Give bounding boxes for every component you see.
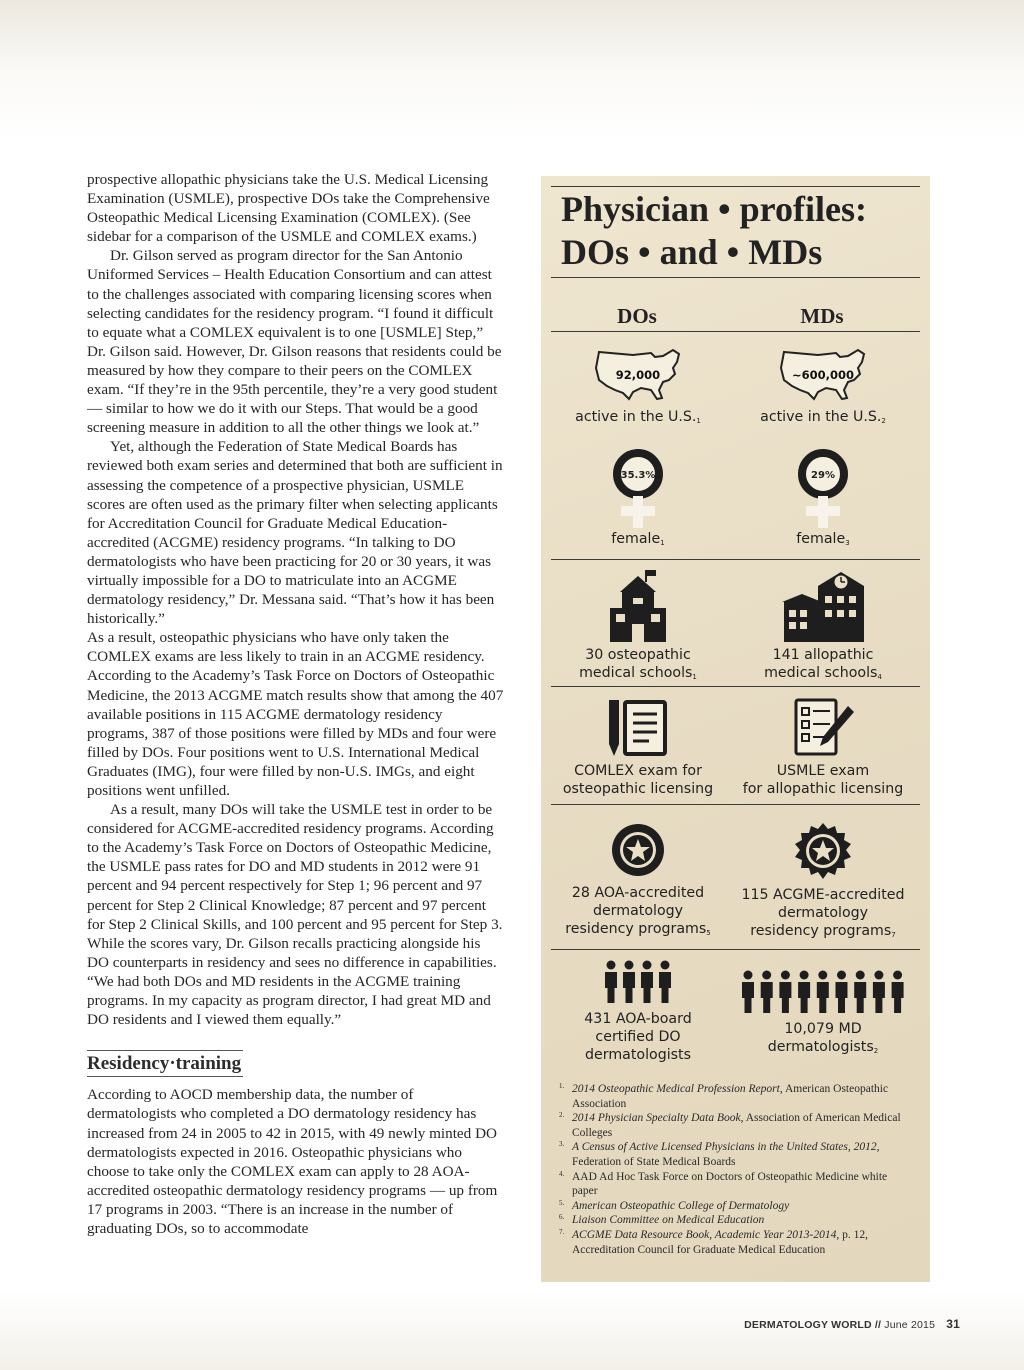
footnote-ref: 1 xyxy=(660,539,665,547)
label-text: female xyxy=(611,531,661,547)
article-body xyxy=(87,170,505,1238)
do-programs-line3 xyxy=(543,920,733,942)
university-building-icon xyxy=(778,568,868,644)
column-heading-mds: MDs xyxy=(800,304,844,328)
do-exam-cell xyxy=(543,696,733,798)
reference-title: 2014 Physician Specialty Data Book, xyxy=(572,1112,744,1125)
do-active-cell xyxy=(543,346,733,430)
column-heading-dos: DOs xyxy=(617,304,657,328)
footnote-ref: 1 xyxy=(692,673,697,681)
article-paragraph: Yet, although the Federation of State Medical Boards has reviewed both exam series and determined that both are sufficient in assessing the competence of a prospective physician, USMLE scores are often used as the primary filter when selecting applicants for Accreditation Council for Graduate Medical Education-accredited (ACGME) residency programs. “In talking to DO dermatologists who have been practicing for 20 or 30 years, it was virtually impossible for a DO to matriculate into an ACGME dermatology residency,” Dr. Messana said. “That’s how it has been historically.” xyxy=(87,438,503,628)
label-text: female xyxy=(796,531,846,547)
footnote-ref: 7 xyxy=(891,931,896,939)
star-badge-icon xyxy=(610,822,666,878)
md-female-cell xyxy=(728,446,918,552)
sidebar-title-line: DOs • and • MDs xyxy=(561,232,823,272)
md-programs-line3 xyxy=(728,922,918,944)
person-icon xyxy=(641,961,653,1004)
sidebar-title xyxy=(561,188,867,274)
people-group-icon xyxy=(740,970,906,1014)
do-programs-line1: 28 AOA-accredited xyxy=(571,885,705,901)
page-footer xyxy=(744,1317,960,1331)
reference-number: 1. xyxy=(559,1082,565,1090)
person-icon xyxy=(779,971,791,1014)
female-symbol-icon xyxy=(608,446,668,530)
md-derm-line1: 10,079 MD xyxy=(784,1021,862,1037)
label-text: active in the U.S. xyxy=(575,409,697,425)
reference-source: Association of American Medical Colleges xyxy=(572,1112,901,1139)
article-paragraph: According to AOCD membership data, the number of dermatologists who completed a DO dermatology residency has increased from 24 in 2005 to 42 in 2015, with 49 newly minted DO dermatologists expected in 2016. Osteopathic physicians who choose to take only the COMLEX exam can apply to 28 AOA-accredited osteopathic dermatology residency programs — up from 17 programs in 2003. “There is an increase in the number of graduating DOs, so to accommodate xyxy=(87,1086,498,1237)
issue-date: June 2015 xyxy=(884,1319,936,1331)
reference-item xyxy=(559,1140,909,1169)
reference-item xyxy=(559,1111,909,1140)
article-paragraph: prospective allopathic physicians take the U.S. Medical Licensing Examination (USMLE), prospective DOs take the Comprehensive Osteopathic Medical Licensing Examination (COMLEX). (See sidebar for a comparison of the USMLE and COMLEX exams.) xyxy=(87,171,490,246)
person-icon xyxy=(836,971,848,1014)
person-icon xyxy=(817,971,829,1014)
section-heading: Residency·training xyxy=(87,1050,243,1077)
divider xyxy=(551,277,920,278)
md-programs-line1: 115 ACGME-accredited xyxy=(741,887,905,903)
md-exam-line1: USMLE exam xyxy=(776,763,870,779)
article-paragraph: Dr. Gilson served as program director for the San Antonio Uniformed Services – Health Education Consortium and can attest to the challenges associated with comparing licensing scores when selecting candidates for the residency program. “I found it difficult to equate what a COMLEX equivalent is to one [USMLE] Step,” Dr. Gilson said. However, Dr. Gilson reasons that residents could be measured by how they compare to their peers on the COMLEX exam. “If they’re in the 95th percentile, they’re a very good student — similar to how we do it with our Steps. That would be a good screening measure in addition to all the other things we look at.” xyxy=(87,247,502,437)
md-programs-line2: dermatology xyxy=(777,905,869,921)
label-text: medical schools xyxy=(764,665,878,681)
reference-item xyxy=(559,1170,909,1199)
label-text: medical schools xyxy=(579,665,693,681)
divider xyxy=(551,331,920,332)
reference-item xyxy=(559,1213,909,1228)
person-icon xyxy=(873,971,885,1014)
do-active-number: 92,000 xyxy=(615,368,661,382)
references-list xyxy=(559,1082,909,1257)
physician-profiles-sidebar xyxy=(541,176,930,1282)
person-icon xyxy=(761,971,773,1014)
md-exam-line2: for allopathic licensing xyxy=(742,781,904,797)
md-exam-cell xyxy=(728,696,918,798)
divider xyxy=(551,804,920,805)
md-programs-cell xyxy=(728,822,918,944)
person-icon xyxy=(605,961,617,1004)
footnote-ref: 2 xyxy=(873,1047,879,1055)
reference-source: Federation of State Medical Boards xyxy=(572,1155,736,1168)
seal-badge-icon xyxy=(794,822,852,880)
do-exam-line1: COMLEX exam for xyxy=(574,763,702,779)
page-number: 31 xyxy=(946,1317,960,1331)
reference-number: 5. xyxy=(559,1198,565,1207)
md-schools-line2 xyxy=(728,664,918,686)
publication-name: DERMATOLOGY WORLD xyxy=(744,1319,872,1331)
do-programs-line2: dermatology xyxy=(592,903,684,919)
do-female-label xyxy=(543,530,733,552)
divider xyxy=(551,559,920,560)
reference-number: 7. xyxy=(559,1227,565,1236)
do-programs-cell xyxy=(543,822,733,942)
do-schools-line1: 30 osteopathic xyxy=(585,647,691,663)
reference-item xyxy=(559,1082,909,1111)
do-dermatologists-cell xyxy=(543,960,733,1064)
reference-title: Liaison Committee on Medical Education xyxy=(572,1214,765,1227)
reference-number: 4. xyxy=(559,1169,565,1178)
footnote-ref: 5 xyxy=(706,929,711,937)
people-group-icon xyxy=(603,960,673,1004)
label-text: residency programs xyxy=(750,923,892,939)
school-building-icon xyxy=(606,568,670,644)
do-female-cell xyxy=(543,446,733,552)
do-schools-line2 xyxy=(543,664,733,686)
person-icon xyxy=(798,971,810,1014)
footnote-ref: 4 xyxy=(877,673,882,681)
reference-number: 3. xyxy=(559,1140,565,1149)
person-icon xyxy=(892,971,904,1014)
article-paragraph: As a result, osteopathic physicians who have only taken the COMLEX exams are less likely to train in an ACGME residency. According to the Academy’s Task Force on Doctors of Osteopathic Medicine, the 2013 ACGME match results show that among the 407 available positions in 115 ACGME dermatology residency programs, 387 of those positions were filled by MDs and four were filled by DOs. Four positions went to U.S. International Medical Graduates (IMG), four were filled by non-U.S. IMGs, and eight positions went unfilled. xyxy=(87,629,504,799)
do-exam-line2: osteopathic licensing xyxy=(562,781,714,797)
checklist-icon xyxy=(790,696,856,758)
reference-title: A Census of Active Licensed Physicians in the United States, 2012, xyxy=(572,1141,880,1154)
md-active-number: ~600,000 xyxy=(791,368,854,382)
reference-source: AAD Ad Hoc Task Force on Doctors of Osteopathic Medicine white paper xyxy=(572,1170,888,1198)
md-schools-cell xyxy=(728,568,918,686)
md-female-label xyxy=(728,530,918,552)
md-female-percent: 29% xyxy=(811,470,835,481)
do-female-percent: 35.3% xyxy=(620,470,656,481)
footnote-ref: 2 xyxy=(881,417,886,425)
footer-separator: // xyxy=(874,1319,882,1331)
reference-source: American Osteopathic Association xyxy=(572,1083,889,1110)
sidebar-title-line: Physician • profiles: xyxy=(561,189,867,229)
divider xyxy=(551,949,920,950)
md-schools-line1: 141 allopathic xyxy=(772,647,874,663)
reference-item xyxy=(559,1199,909,1214)
md-active-label xyxy=(728,408,918,430)
female-symbol-icon xyxy=(793,446,853,530)
md-dermatologists-cell xyxy=(728,970,918,1060)
do-derm-line3: dermatologists xyxy=(585,1047,691,1063)
label-text: dermatologists xyxy=(767,1039,874,1055)
divider xyxy=(551,186,920,187)
do-schools-cell xyxy=(543,568,733,686)
reference-title: American Osteopathic College of Dermatology xyxy=(572,1199,790,1212)
md-derm-line2 xyxy=(728,1038,918,1060)
reference-number: 6. xyxy=(559,1213,565,1222)
person-icon xyxy=(854,971,866,1014)
person-icon xyxy=(659,961,671,1004)
divider xyxy=(551,686,920,687)
do-active-label xyxy=(543,408,733,430)
do-derm-line1: 431 AOA-board xyxy=(584,1011,692,1027)
person-icon xyxy=(623,961,635,1004)
reference-title: ACGME Data Resource Book, Academic Year 2013-2014, xyxy=(572,1228,840,1241)
footnote-ref: 3 xyxy=(845,539,850,547)
md-active-cell xyxy=(728,346,918,430)
person-icon xyxy=(742,971,754,1014)
reference-item xyxy=(559,1228,909,1257)
label-text: residency programs xyxy=(565,921,707,937)
do-derm-line2: certified DO xyxy=(595,1029,681,1045)
reference-source: p. 12, Accreditation Council for Graduate Medical Education xyxy=(572,1228,868,1256)
reference-title: 2014 Osteopathic Medical Profession Report, xyxy=(572,1083,783,1095)
pencil-paper-icon xyxy=(605,696,671,758)
article-paragraph: As a result, many DOs will take the USMLE test in order to be considered for ACGME-accredited residency programs. According to the Academy’s Task Force on Doctors of Osteopathic Medicine, the USMLE pass rates for DO and MD students in 2012 were 91 percent and 94 percent respectively for Step 1; 96 percent and 97 percent for Step 2 Clinical Knowledge; 87 percent and 97 percent for Step 2 Clinical Skills, and 100 percent and 95 percent for Step 3. While the scores vary, Dr. Gilson recalls practicing alongside his DO counterparts in residency and sees no difference in capabilities. “We had both DOs and MD residents in the ACGME training programs. In my capacity as program director, I had great MD and DO residents and I viewed them equally.” xyxy=(87,801,503,1029)
footnote-ref: 1 xyxy=(696,417,701,425)
label-text: active in the U.S. xyxy=(760,409,882,425)
reference-number: 2. xyxy=(559,1111,565,1120)
